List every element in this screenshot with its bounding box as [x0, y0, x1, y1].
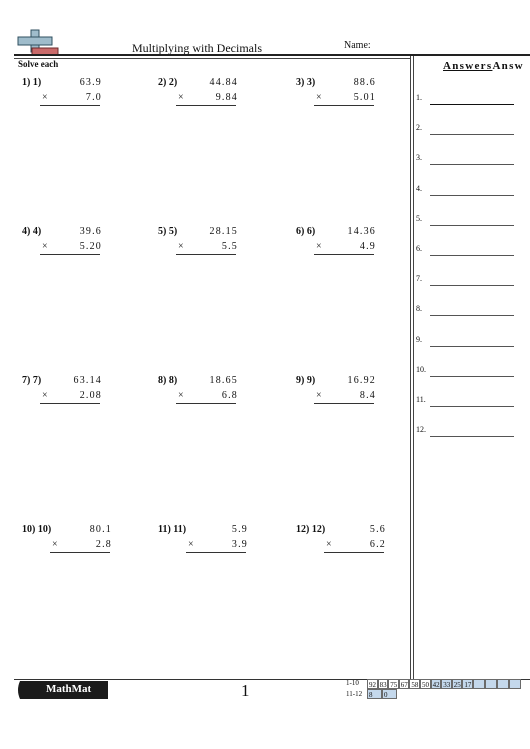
answer-row: [416, 395, 516, 409]
key-cell: 67: [400, 681, 408, 689]
problem-underline: [40, 254, 100, 255]
page-number: 1: [241, 681, 250, 700]
problem-item: [296, 375, 396, 425]
problem-item: [22, 524, 122, 574]
problem-underline: [186, 552, 246, 553]
problem-item: [158, 524, 258, 574]
brand-name: MathMat: [46, 683, 92, 695]
problem-multiplier: 7.0: [85, 92, 102, 103]
problem-underline: [314, 254, 374, 255]
answer-row: [416, 184, 516, 198]
key-cell: 92: [369, 681, 376, 689]
name-label: Name:: [344, 40, 371, 51]
problem-item: [22, 77, 122, 127]
answer-number: 2.: [416, 123, 422, 133]
answer-row: [416, 153, 516, 167]
key-cell: 17: [464, 681, 472, 689]
answer-number: 12.: [416, 425, 426, 435]
multiply-sign: ×: [316, 390, 322, 401]
problem-underline: [176, 254, 236, 255]
problem-multiplicand: 44.84: [209, 77, 238, 88]
problem-item: [22, 375, 122, 425]
key-cell: 8: [367, 689, 382, 699]
problem-number: 12) 12): [296, 524, 326, 535]
answer-blank[interactable]: [430, 285, 514, 286]
problem-multiplier: 3.9: [231, 539, 248, 550]
key-cell: 83: [379, 681, 387, 689]
problem-number: 8) 8): [158, 375, 178, 386]
answer-row: [416, 304, 516, 318]
problem-number: 9) 9): [296, 375, 316, 386]
problem-multiplier: 4.9: [359, 241, 376, 252]
problem-number: 4) 4): [22, 226, 42, 237]
problem-underline: [314, 105, 374, 106]
page-title: Multiplying with Decimals: [132, 41, 262, 55]
problem-multiplier: 2.8: [95, 539, 112, 550]
answer-number: 11.: [416, 395, 426, 404]
answer-row: [416, 425, 516, 439]
problem-item: [22, 226, 122, 276]
key-cell: 25: [453, 681, 461, 689]
problem-multiplier: 9.84: [215, 92, 238, 103]
problem-item: [158, 375, 258, 425]
answer-number: 9.: [416, 334, 422, 344]
problem-underline: [176, 105, 236, 106]
multiply-sign: ×: [178, 92, 184, 103]
multiply-sign: ×: [316, 241, 322, 252]
problem-underline: [40, 105, 100, 106]
answer-blank[interactable]: [430, 436, 514, 437]
key-cell-blank: [509, 679, 521, 689]
problem-item: [296, 524, 396, 574]
answer-row: [416, 335, 516, 349]
answer-blank[interactable]: [430, 315, 514, 316]
answer-blank[interactable]: [430, 104, 514, 105]
answer-row: [416, 274, 516, 288]
multiply-sign: ×: [326, 539, 332, 550]
problem-multiplicand: 16.92: [347, 375, 376, 386]
column-divider-inner: [413, 56, 414, 679]
problem-multiplicand: 5.6: [369, 524, 386, 535]
header-rule: [14, 54, 530, 56]
problem-multiplicand: 5.9: [231, 524, 248, 535]
problem-multiplier: 5.20: [79, 241, 102, 252]
key-range-2: 11-12: [346, 690, 363, 698]
answer-blank[interactable]: [430, 346, 514, 347]
problem-underline: [50, 552, 110, 553]
answers-header-main: Answers: [443, 60, 493, 72]
answer-blank[interactable]: [430, 134, 514, 135]
multiply-sign: ×: [188, 539, 194, 550]
problem-multiplier: 8.4: [359, 390, 376, 401]
multiply-sign: ×: [42, 241, 48, 252]
multiply-sign: ×: [178, 241, 184, 252]
answers-header: [443, 60, 524, 72]
answer-number: 1.: [416, 93, 422, 102]
multiply-sign: ×: [316, 92, 322, 103]
column-divider: [410, 56, 411, 679]
problem-multiplicand: 14.36: [347, 226, 376, 237]
problem-number: 10) 10): [22, 524, 52, 535]
header-subrule: [14, 58, 410, 59]
problem-item: [296, 226, 396, 276]
key-cell-blank: [497, 679, 509, 689]
problem-underline: [40, 403, 100, 404]
key-range-1: 1-10: [346, 679, 359, 687]
problem-number: 3) 3): [296, 77, 316, 88]
key-cell: 58: [411, 681, 419, 689]
problem-number: 1) 1): [22, 77, 42, 88]
key-cell: 33: [443, 681, 451, 689]
problem-multiplicand: 88.6: [353, 77, 376, 88]
problem-multiplicand: 63.9: [79, 77, 102, 88]
answer-number: 4.: [416, 183, 422, 193]
problem-multiplicand: 80.1: [89, 524, 112, 535]
multiply-sign: ×: [42, 390, 48, 401]
answer-row: [416, 244, 516, 258]
answer-number: 10.: [416, 364, 426, 374]
problem-number: 5) 5): [158, 226, 178, 237]
answer-blank[interactable]: [430, 164, 514, 165]
problem-multiplier: 6.2: [369, 539, 386, 550]
problem-number: 11) 11): [158, 524, 187, 535]
problem-item: [158, 226, 258, 276]
key-cell: 42: [432, 681, 440, 689]
problem-item: [158, 77, 258, 127]
answer-number: 8.: [416, 304, 422, 314]
key-cell-blank: [473, 679, 485, 689]
instructions: Solve each: [18, 59, 59, 69]
key-cell: 0: [382, 689, 397, 699]
problem-multiplier: 6.8: [221, 390, 238, 401]
problem-item: [296, 77, 396, 127]
multiply-sign: ×: [52, 539, 58, 550]
answer-row: [416, 214, 516, 228]
problem-underline: [176, 403, 236, 404]
answer-row: [416, 365, 516, 379]
problem-underline: [314, 403, 374, 404]
problem-number: 7) 7): [22, 375, 42, 386]
answer-row: [416, 123, 516, 137]
answer-number: 6.: [416, 244, 422, 253]
problem-number: 6) 6): [296, 226, 316, 237]
answer-blank[interactable]: [430, 225, 514, 226]
problem-multiplicand: 39.6: [79, 226, 102, 237]
answer-row: [416, 93, 516, 107]
key-cell: 50: [422, 681, 429, 689]
answer-number: 5.: [416, 213, 422, 223]
problem-number: 2) 2): [158, 77, 178, 88]
answer-number: 3.: [416, 153, 422, 163]
answer-blank[interactable]: [430, 255, 514, 256]
multiply-sign: ×: [178, 390, 184, 401]
problem-multiplicand: 63.14: [73, 375, 102, 386]
key-cell-blank: [485, 679, 497, 689]
answer-number: 7.: [416, 274, 422, 284]
answer-blank[interactable]: [430, 406, 514, 407]
answer-blank[interactable]: [430, 195, 514, 196]
answers-header-overflow: Answ: [492, 60, 524, 72]
key-cell: 75: [390, 681, 398, 689]
multiply-sign: ×: [42, 92, 48, 103]
problem-underline: [324, 552, 384, 553]
problem-multiplier: 2.08: [79, 390, 102, 401]
problem-multiplicand: 18.65: [209, 375, 238, 386]
problem-multiplicand: 28.15: [209, 226, 238, 237]
answer-blank[interactable]: [430, 376, 514, 377]
problem-multiplier: 5.5: [221, 241, 238, 252]
problem-multiplier: 5.01: [353, 92, 376, 103]
